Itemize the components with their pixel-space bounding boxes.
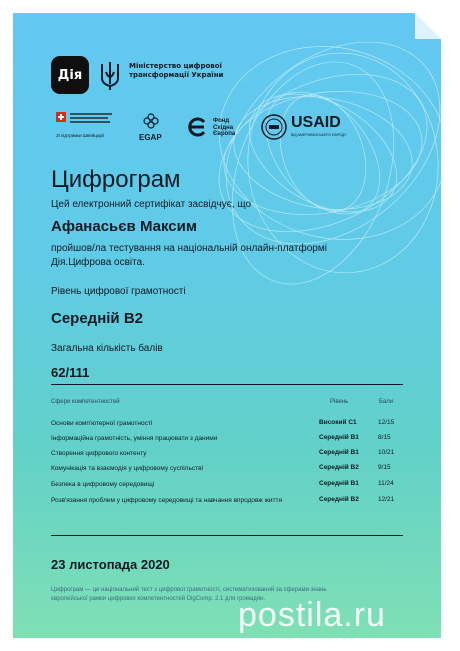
decorative-swirl <box>183 13 441 333</box>
level-value: Середній B2 <box>51 310 143 327</box>
diia-logo: Дія <box>51 56 89 94</box>
row-points: 11/24 <box>378 480 394 487</box>
usaid-seal-icon <box>261 114 287 140</box>
table-header-level: Рівень <box>330 399 349 405</box>
fond-name: Фонд Східна Європа <box>213 118 236 137</box>
certificate-title: Цифрограм <box>51 166 181 193</box>
issue-date: 23 листопада 2020 <box>51 557 170 572</box>
fond-logo-icon <box>186 116 208 138</box>
row-area: Створення цифрового контенту <box>51 450 147 457</box>
row-points: 9/15 <box>378 464 391 471</box>
divider-bottom <box>51 535 403 536</box>
score-label: Загальна кількість балів <box>51 343 163 354</box>
watermark: postila.ru <box>238 596 386 634</box>
partners-logos <box>56 112 416 152</box>
row-area: Розв'язання проблем у цифровому середовищі та навчання впродовж життя <box>51 497 283 504</box>
footer-line1: Цифрограм — це національний тест з цифрової грамотності, систематизований за сферами знань <box>51 587 327 593</box>
row-area: Безпека в цифровому середовищі <box>51 481 155 488</box>
trident-icon <box>98 60 122 92</box>
recipient-name: Афанасьєв Максим <box>51 218 197 235</box>
row-level: Середній B1 <box>319 480 359 487</box>
row-level: Середній B2 <box>319 464 359 471</box>
swiss-text-line <box>70 113 112 115</box>
table-header-area: Сфери компетентностей <box>51 399 120 405</box>
ministry-name: Міністерство цифрової трансформації України <box>129 62 224 79</box>
egap-flower-icon <box>142 112 160 130</box>
row-area: Інформаційна грамотність, уміння працювати з даними <box>51 435 218 442</box>
row-points: 12/15 <box>378 419 395 426</box>
row-level: Середній B2 <box>319 496 359 503</box>
level-label: Рівень цифрової грамотності <box>51 286 186 297</box>
row-points: 12/21 <box>378 496 395 503</box>
swiss-text-line <box>70 117 108 119</box>
usaid-caption: ВІД АМЕРИКАНСЬКОГО НАРОДУ <box>291 133 347 137</box>
passed-text-line2: Дія.Цифрова освіта. <box>51 257 145 268</box>
swiss-caption: Зі підтримки Швейцарії <box>56 133 105 138</box>
row-area: Основи комп'ютерної грамотності <box>51 420 153 427</box>
egap-label: EGAP <box>139 133 162 142</box>
row-level: Високий C1 <box>319 419 357 426</box>
row-level: Середній B1 <box>319 449 359 456</box>
certificate-card <box>13 13 441 638</box>
score-value: 62/111 <box>51 365 90 380</box>
swiss-text-line <box>70 121 110 123</box>
row-points: 10/21 <box>378 449 395 456</box>
intro-text: Цей електронний сертифікат засвідчує, що <box>51 199 252 210</box>
row-points: 8/15 <box>378 434 391 441</box>
swiss-cross-icon <box>56 112 66 122</box>
passed-text-line1: пройшов/ла тестування на національній онлайн-платформі <box>51 243 327 254</box>
page-corner-fold <box>415 13 441 39</box>
row-area: Комунікація та взаємодія у цифровому суспільстві <box>51 465 203 472</box>
footer-line2: європейської рамки цифрових компетентностей DigComp. 2.1 для громадян. <box>51 596 266 602</box>
row-level: Середній B1 <box>319 434 359 441</box>
usaid-label: USAID <box>291 114 341 131</box>
table-header-points: Бали <box>379 399 394 405</box>
divider-top <box>51 384 403 385</box>
